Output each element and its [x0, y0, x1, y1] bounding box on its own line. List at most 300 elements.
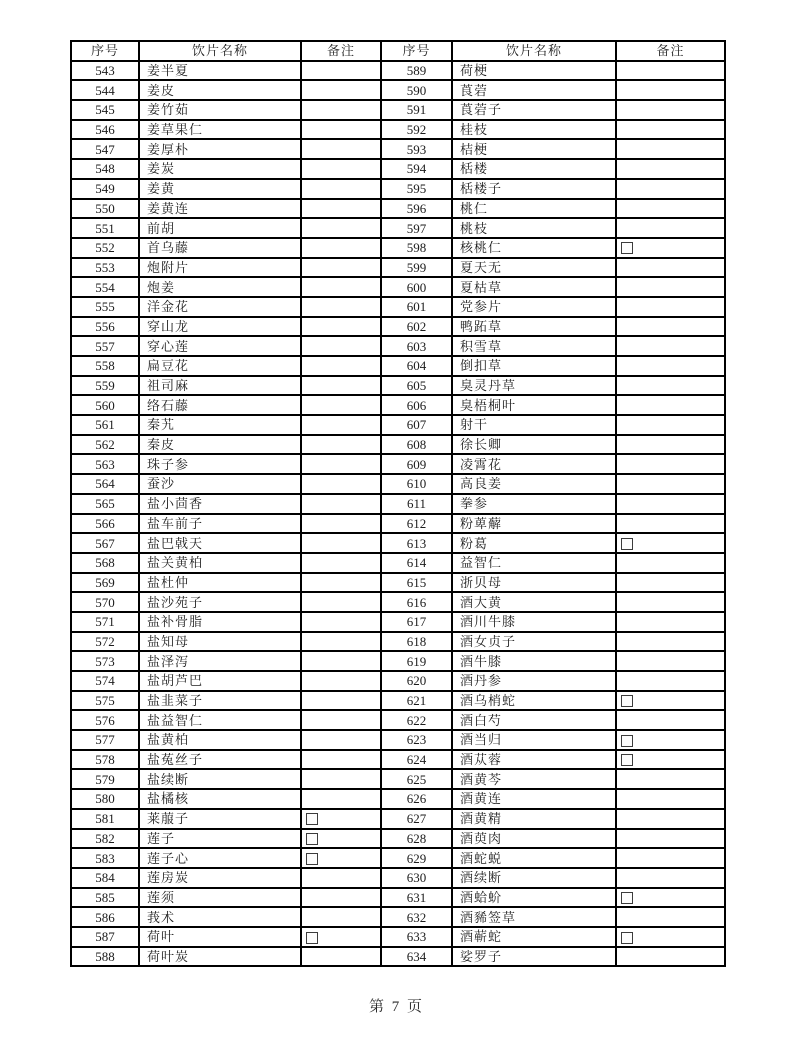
table-row [71, 710, 725, 730]
table-row [71, 435, 725, 455]
table-row [71, 474, 725, 494]
serial-number-cell: 585 [71, 888, 139, 908]
table-row [71, 691, 725, 711]
serial-number-cell: 602 [381, 317, 452, 337]
table-row [71, 297, 725, 317]
col-header-remark-right: 备注 [616, 41, 725, 61]
table-row [71, 258, 725, 278]
checkbox-icon [621, 735, 633, 747]
remark-cell [616, 514, 725, 534]
medicine-name-cell: 盐续断 [139, 769, 301, 789]
serial-number-cell: 586 [71, 907, 139, 927]
serial-number-cell: 620 [381, 671, 452, 691]
serial-number-cell: 615 [381, 573, 452, 593]
remark-cell [301, 927, 381, 947]
col-header-serial-left: 序号 [71, 41, 139, 61]
remark-cell [616, 612, 725, 632]
serial-number-cell: 582 [71, 829, 139, 849]
table-header-row [71, 41, 725, 61]
remark-cell [301, 553, 381, 573]
table-row [71, 395, 725, 415]
checkbox-icon [306, 932, 318, 944]
serial-number-cell: 581 [71, 809, 139, 829]
remark-cell [616, 553, 725, 573]
table-row [71, 789, 725, 809]
medicine-name-cell: 浙贝母 [452, 573, 616, 593]
medicine-name-cell: 姜竹茹 [139, 100, 301, 120]
serial-number-cell: 627 [381, 809, 452, 829]
checkbox-icon [306, 853, 318, 865]
remark-cell [616, 730, 725, 750]
medicine-name-cell: 核桃仁 [452, 238, 616, 258]
medicine-name-cell: 穿心莲 [139, 336, 301, 356]
remark-cell [616, 710, 725, 730]
serial-number-cell: 548 [71, 159, 139, 179]
medicine-name-cell: 娑罗子 [452, 947, 616, 967]
remark-cell [616, 277, 725, 297]
serial-number-cell: 550 [71, 199, 139, 219]
medicine-name-cell: 徐长卿 [452, 435, 616, 455]
serial-number-cell: 609 [381, 454, 452, 474]
remark-cell [301, 435, 381, 455]
serial-number-cell: 632 [381, 907, 452, 927]
medicine-name-cell: 盐黄柏 [139, 730, 301, 750]
table-row [71, 100, 725, 120]
serial-number-cell: 628 [381, 829, 452, 849]
table-row [71, 671, 725, 691]
medicine-name-cell: 盐杜仲 [139, 573, 301, 593]
serial-number-cell: 589 [381, 61, 452, 81]
table-row [71, 199, 725, 219]
remark-cell [301, 61, 381, 81]
table-row [71, 356, 725, 376]
remark-cell [301, 848, 381, 868]
medicine-table [70, 40, 726, 967]
serial-number-cell: 546 [71, 120, 139, 140]
remark-cell [616, 395, 725, 415]
remark-cell [301, 454, 381, 474]
serial-number-cell: 618 [381, 632, 452, 652]
serial-number-cell: 593 [381, 139, 452, 159]
remark-cell [301, 297, 381, 317]
remark-cell [301, 868, 381, 888]
medicine-name-cell: 鸭跖草 [452, 317, 616, 337]
table-row [71, 947, 725, 967]
serial-number-cell: 560 [71, 395, 139, 415]
medicine-name-cell: 凌霄花 [452, 454, 616, 474]
serial-number-cell: 555 [71, 297, 139, 317]
serial-number-cell: 599 [381, 258, 452, 278]
medicine-name-cell: 酒苁蓉 [452, 750, 616, 770]
remark-cell [301, 671, 381, 691]
medicine-name-cell: 益智仁 [452, 553, 616, 573]
serial-number-cell: 568 [71, 553, 139, 573]
medicine-name-cell: 姜半夏 [139, 61, 301, 81]
table-row [71, 179, 725, 199]
serial-number-cell: 576 [71, 710, 139, 730]
table-row [71, 376, 725, 396]
remark-cell [301, 218, 381, 238]
medicine-name-cell: 粉葛 [452, 533, 616, 553]
medicine-name-cell: 栝楼子 [452, 179, 616, 199]
remark-cell [301, 159, 381, 179]
medicine-name-cell: 臭灵丹草 [452, 376, 616, 396]
remark-cell [301, 533, 381, 553]
serial-number-cell: 622 [381, 710, 452, 730]
remark-cell [616, 691, 725, 711]
medicine-name-cell: 前胡 [139, 218, 301, 238]
serial-number-cell: 604 [381, 356, 452, 376]
table-row [71, 888, 725, 908]
table-row [71, 573, 725, 593]
serial-number-cell: 549 [71, 179, 139, 199]
medicine-name-cell: 盐韭菜子 [139, 691, 301, 711]
remark-cell [301, 592, 381, 612]
medicine-name-cell: 扁豆花 [139, 356, 301, 376]
serial-number-cell: 595 [381, 179, 452, 199]
remark-cell [616, 848, 725, 868]
col-header-serial-right: 序号 [381, 41, 452, 61]
remark-cell [616, 573, 725, 593]
remark-cell [301, 769, 381, 789]
serial-number-cell: 600 [381, 277, 452, 297]
medicine-name-cell: 盐知母 [139, 632, 301, 652]
medicine-name-cell: 盐橘核 [139, 789, 301, 809]
remark-cell [301, 494, 381, 514]
medicine-name-cell: 酒丹参 [452, 671, 616, 691]
medicine-name-cell: 祖司麻 [139, 376, 301, 396]
remark-cell [301, 317, 381, 337]
serial-number-cell: 567 [71, 533, 139, 553]
medicine-name-cell: 莪术 [139, 907, 301, 927]
table-row [71, 514, 725, 534]
serial-number-cell: 629 [381, 848, 452, 868]
medicine-name-cell: 盐小茴香 [139, 494, 301, 514]
medicine-name-cell: 酒黄精 [452, 809, 616, 829]
remark-cell [616, 376, 725, 396]
serial-number-cell: 634 [381, 947, 452, 967]
col-header-name-right: 饮片名称 [452, 41, 616, 61]
checkbox-icon [306, 833, 318, 845]
medicine-name-cell: 盐车前子 [139, 514, 301, 534]
table-row [71, 139, 725, 159]
medicine-name-cell: 酒白芍 [452, 710, 616, 730]
table-row [71, 750, 725, 770]
checkbox-icon [621, 538, 633, 550]
remark-cell [301, 336, 381, 356]
serial-number-cell: 566 [71, 514, 139, 534]
serial-number-cell: 623 [381, 730, 452, 750]
serial-number-cell: 621 [381, 691, 452, 711]
serial-number-cell: 619 [381, 651, 452, 671]
remark-cell [616, 632, 725, 652]
medicine-name-cell: 荷叶炭 [139, 947, 301, 967]
serial-number-cell: 561 [71, 415, 139, 435]
table-row [71, 533, 725, 553]
table-row [71, 336, 725, 356]
medicine-name-cell: 莨菪 [452, 80, 616, 100]
remark-cell [616, 297, 725, 317]
medicine-name-cell: 炮附片 [139, 258, 301, 278]
serial-number-cell: 591 [381, 100, 452, 120]
remark-cell [616, 218, 725, 238]
serial-number-cell: 588 [71, 947, 139, 967]
remark-cell [301, 789, 381, 809]
medicine-name-cell: 高良姜 [452, 474, 616, 494]
serial-number-cell: 573 [71, 651, 139, 671]
medicine-name-cell: 姜草果仁 [139, 120, 301, 140]
table-row [71, 218, 725, 238]
serial-number-cell: 590 [381, 80, 452, 100]
serial-number-cell: 559 [71, 376, 139, 396]
medicine-name-cell: 桂枝 [452, 120, 616, 140]
serial-number-cell: 612 [381, 514, 452, 534]
serial-number-cell: 578 [71, 750, 139, 770]
serial-number-cell: 601 [381, 297, 452, 317]
remark-cell [616, 435, 725, 455]
serial-number-cell: 577 [71, 730, 139, 750]
serial-number-cell: 630 [381, 868, 452, 888]
serial-number-cell: 624 [381, 750, 452, 770]
checkbox-icon [621, 754, 633, 766]
serial-number-cell: 587 [71, 927, 139, 947]
serial-number-cell: 580 [71, 789, 139, 809]
serial-number-cell: 543 [71, 61, 139, 81]
serial-number-cell: 625 [381, 769, 452, 789]
remark-cell [616, 80, 725, 100]
serial-number-cell: 614 [381, 553, 452, 573]
serial-number-cell: 563 [71, 454, 139, 474]
remark-cell [616, 139, 725, 159]
remark-cell [301, 573, 381, 593]
remark-cell [616, 750, 725, 770]
serial-number-cell: 596 [381, 199, 452, 219]
serial-number-cell: 626 [381, 789, 452, 809]
serial-number-cell: 574 [71, 671, 139, 691]
medicine-name-cell: 夏天无 [452, 258, 616, 278]
checkbox-icon [306, 813, 318, 825]
medicine-name-cell: 酒牛膝 [452, 651, 616, 671]
medicine-name-cell: 盐菟丝子 [139, 750, 301, 770]
medicine-name-cell: 莱菔子 [139, 809, 301, 829]
serial-number-cell: 610 [381, 474, 452, 494]
remark-cell [301, 514, 381, 534]
medicine-name-cell: 炮姜 [139, 277, 301, 297]
table-row [71, 927, 725, 947]
medicine-name-cell: 荷叶 [139, 927, 301, 947]
table-row [71, 592, 725, 612]
medicine-name-cell: 酒乌梢蛇 [452, 691, 616, 711]
remark-cell [616, 258, 725, 278]
serial-number-cell: 570 [71, 592, 139, 612]
table-row [71, 730, 725, 750]
medicine-name-cell: 积雪草 [452, 336, 616, 356]
table-row [71, 494, 725, 514]
table-row [71, 848, 725, 868]
remark-cell [616, 199, 725, 219]
remark-cell [301, 474, 381, 494]
remark-cell [616, 769, 725, 789]
medicine-name-cell: 酒黄芩 [452, 769, 616, 789]
serial-number-cell: 605 [381, 376, 452, 396]
medicine-name-cell: 莲子心 [139, 848, 301, 868]
medicine-name-cell: 党参片 [452, 297, 616, 317]
serial-number-cell: 606 [381, 395, 452, 415]
remark-cell [301, 258, 381, 278]
medicine-name-cell: 盐巴戟天 [139, 533, 301, 553]
remark-cell [301, 651, 381, 671]
serial-number-cell: 594 [381, 159, 452, 179]
remark-cell [616, 100, 725, 120]
serial-number-cell: 569 [71, 573, 139, 593]
medicine-name-cell: 穿山龙 [139, 317, 301, 337]
medicine-name-cell: 珠子参 [139, 454, 301, 474]
medicine-name-cell: 络石藤 [139, 395, 301, 415]
medicine-name-cell: 酒续断 [452, 868, 616, 888]
serial-number-cell: 557 [71, 336, 139, 356]
serial-number-cell: 598 [381, 238, 452, 258]
remark-cell [616, 868, 725, 888]
serial-number-cell: 633 [381, 927, 452, 947]
serial-number-cell: 579 [71, 769, 139, 789]
remark-cell [616, 317, 725, 337]
remark-cell [301, 238, 381, 258]
remark-cell [616, 356, 725, 376]
remark-cell [301, 612, 381, 632]
remark-cell [301, 730, 381, 750]
serial-number-cell: 584 [71, 868, 139, 888]
medicine-name-cell: 盐沙苑子 [139, 592, 301, 612]
remark-cell [616, 454, 725, 474]
medicine-name-cell: 酒豨签草 [452, 907, 616, 927]
remark-cell [616, 671, 725, 691]
medicine-name-cell: 粉萆薢 [452, 514, 616, 534]
table-row [71, 238, 725, 258]
medicine-name-cell: 姜厚朴 [139, 139, 301, 159]
table-row [71, 277, 725, 297]
serial-number-cell: 545 [71, 100, 139, 120]
medicine-name-cell: 盐益智仁 [139, 710, 301, 730]
checkbox-icon [621, 892, 633, 904]
table-row [71, 769, 725, 789]
col-header-remark-left: 备注 [301, 41, 381, 61]
table-row [71, 80, 725, 100]
serial-number-cell: 544 [71, 80, 139, 100]
remark-cell [301, 710, 381, 730]
medicine-name-cell: 莲房炭 [139, 868, 301, 888]
serial-number-cell: 597 [381, 218, 452, 238]
medicine-name-cell: 倒扣草 [452, 356, 616, 376]
serial-number-cell: 592 [381, 120, 452, 140]
serial-number-cell: 611 [381, 494, 452, 514]
medicine-name-cell: 盐泽泻 [139, 651, 301, 671]
remark-cell [301, 100, 381, 120]
remark-cell [616, 61, 725, 81]
remark-cell [301, 277, 381, 297]
page-footer: 第 7 页 [368, 999, 424, 1015]
remark-cell [616, 809, 725, 829]
remark-cell [301, 395, 381, 415]
remark-cell [616, 179, 725, 199]
checkbox-icon [621, 695, 633, 707]
remark-cell [616, 947, 725, 967]
remark-cell [616, 238, 725, 258]
table-row [71, 809, 725, 829]
remark-cell [616, 159, 725, 179]
serial-number-cell: 562 [71, 435, 139, 455]
medicine-name-cell: 酒蛇蜕 [452, 848, 616, 868]
remark-cell [301, 415, 381, 435]
remark-cell [616, 415, 725, 435]
checkbox-icon [621, 932, 633, 944]
serial-number-cell: 564 [71, 474, 139, 494]
serial-number-cell: 613 [381, 533, 452, 553]
serial-number-cell: 547 [71, 139, 139, 159]
serial-number-cell: 553 [71, 258, 139, 278]
table-row [71, 61, 725, 81]
medicine-name-cell: 盐胡芦巴 [139, 671, 301, 691]
medicine-name-cell: 洋金花 [139, 297, 301, 317]
serial-number-cell: 571 [71, 612, 139, 632]
remark-cell [301, 199, 381, 219]
remark-cell [301, 80, 381, 100]
serial-number-cell: 583 [71, 848, 139, 868]
remark-cell [301, 139, 381, 159]
remark-cell [616, 494, 725, 514]
table-row [71, 907, 725, 927]
remark-cell [301, 829, 381, 849]
remark-cell [301, 376, 381, 396]
serial-number-cell: 617 [381, 612, 452, 632]
remark-cell [616, 592, 725, 612]
medicine-name-cell: 酒大黄 [452, 592, 616, 612]
table-row [71, 454, 725, 474]
serial-number-cell: 552 [71, 238, 139, 258]
medicine-name-cell: 拳参 [452, 494, 616, 514]
table-row [71, 829, 725, 849]
remark-cell [616, 888, 725, 908]
medicine-name-cell: 射干 [452, 415, 616, 435]
medicine-name-cell: 酒当归 [452, 730, 616, 750]
remark-cell [301, 888, 381, 908]
checkbox-icon [621, 242, 633, 254]
serial-number-cell: 603 [381, 336, 452, 356]
medicine-name-cell: 秦艽 [139, 415, 301, 435]
remark-cell [301, 750, 381, 770]
medicine-name-cell: 臭梧桐叶 [452, 395, 616, 415]
medicine-name-cell: 姜黄连 [139, 199, 301, 219]
table-row [71, 612, 725, 632]
remark-cell [301, 632, 381, 652]
serial-number-cell: 554 [71, 277, 139, 297]
medicine-name-cell: 酒萸肉 [452, 829, 616, 849]
medicine-name-cell: 盐关黄柏 [139, 553, 301, 573]
remark-cell [616, 474, 725, 494]
col-header-name-left: 饮片名称 [139, 41, 301, 61]
table-row [71, 553, 725, 573]
medicine-name-cell: 酒女贞子 [452, 632, 616, 652]
table-row [71, 317, 725, 337]
remark-cell [301, 947, 381, 967]
remark-cell [301, 809, 381, 829]
remark-cell [301, 120, 381, 140]
remark-cell [616, 651, 725, 671]
serial-number-cell: 575 [71, 691, 139, 711]
medicine-name-cell: 栝楼 [452, 159, 616, 179]
remark-cell [616, 533, 725, 553]
remark-cell [301, 691, 381, 711]
medicine-name-cell: 莨菪子 [452, 100, 616, 120]
